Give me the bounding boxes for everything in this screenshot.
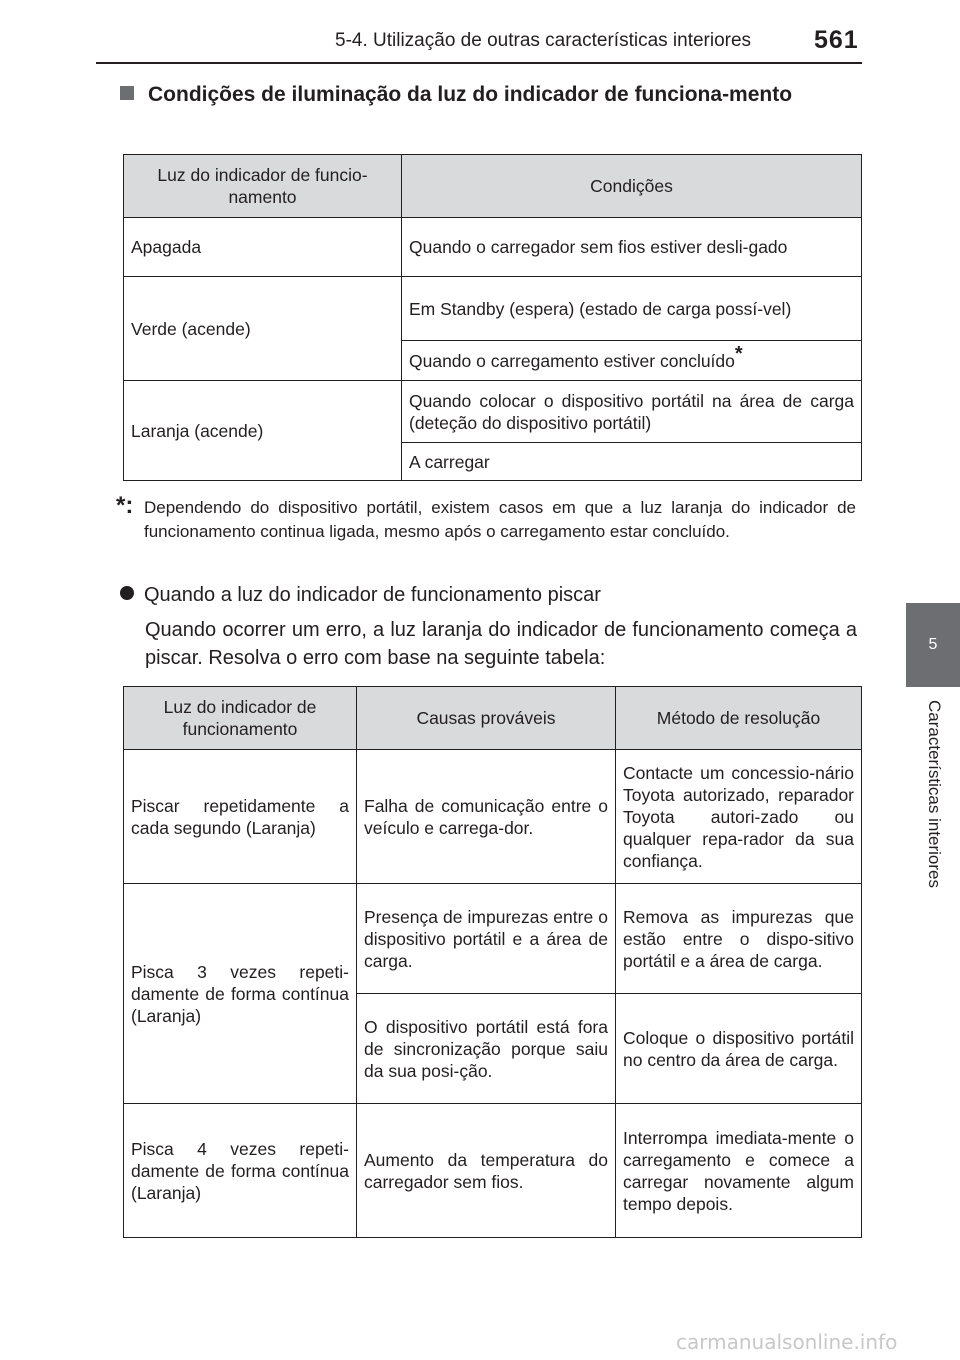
table2-cell-method: Contacte um concessio-nário Toyota autorizado, reparador Toyota autori-zado ou qualquer repa-rador da sua confiança. xyxy=(616,750,862,884)
indicator-light-conditions-table xyxy=(123,154,862,481)
table2-header-light: Luz do indicador de funcionamento xyxy=(124,687,357,750)
bullet-heading xyxy=(120,584,601,607)
table1-cell-condition: Quando colocar o dispositivo portátil na área de carga (deteção do dispositivo portátil) xyxy=(402,381,862,443)
table2-header-causes: Causas prováveis xyxy=(357,687,616,750)
table1-cell-condition-with-note xyxy=(402,341,862,381)
table2-cell-method: Remova as impurezas que estão entre o dispo-sitivo portátil e a área de carga. xyxy=(616,884,862,994)
table2-cell-cause: Falha de comunicação entre o veículo e carrega-dor. xyxy=(357,750,616,884)
round-bullet-icon xyxy=(120,586,134,600)
footnote-marker: * xyxy=(734,342,743,365)
table2-cell-cause: Aumento da temperatura do carregador sem fios. xyxy=(357,1104,616,1238)
table2-cell-method: Interrompa imediata-mente o carregamento e comece a carregar novamente algum tempo depois. xyxy=(616,1104,862,1238)
section-heading-text: Condições de iluminação da luz do indicador de funciona-mento xyxy=(148,83,793,106)
table1-cell-light: Apagada xyxy=(124,218,402,277)
table2-header-method: Método de resolução xyxy=(616,687,862,750)
header-section-title: 5-4. Utilização de outras características interiores xyxy=(335,30,752,51)
table2-cell-cause: O dispositivo portátil está fora de sincronização porque saiu da sua posi-ção. xyxy=(357,994,616,1104)
table2-cell-method: Coloque o dispositivo portátil no centro da área de carga. xyxy=(616,994,862,1104)
footnote-text: Dependendo do dispositivo portátil, existem casos em que a luz laranja do indicador de funcionamento continua ligada, mesmo após o carregamento estar concluído. xyxy=(144,498,856,541)
table1-cell-light: Laranja (acende) xyxy=(124,381,402,481)
section-heading xyxy=(120,78,860,111)
table1-cell-condition: A carregar xyxy=(402,443,862,481)
table2-cell-light: Pisca 4 vezes repeti-damente de forma contínua (Laranja) xyxy=(124,1104,357,1238)
table1-header-light: Luz do indicador de funcio-namento xyxy=(124,155,402,218)
table2-cell-cause: Presença de impurezas entre o dispositivo portátil e a área de carga. xyxy=(357,884,616,994)
watermark: carmanualsonline.info xyxy=(676,1330,898,1354)
header-divider xyxy=(96,62,862,64)
table1-header-conditions: Condições xyxy=(402,155,862,218)
table1-condition-text: Quando o carregamento estiver concluído xyxy=(409,350,735,371)
table1-cell-light: Verde (acende) xyxy=(124,277,402,381)
footnote xyxy=(116,492,856,544)
table2-cell-light: Pisca 3 vezes repeti-damente de forma contínua (Laranja) xyxy=(124,884,357,1104)
table1-cell-condition: Quando o carregador sem fios estiver desli-gado xyxy=(402,218,862,277)
chapter-tab-label: Características interiores xyxy=(925,700,944,889)
square-bullet-icon xyxy=(120,86,134,100)
body-paragraph: Quando ocorrer um erro, a luz laranja do indicador de funcionamento começa a piscar. Resolva o erro com base na seguinte tabela: xyxy=(145,619,857,669)
chapter-tab: 5 xyxy=(906,603,960,687)
page-number: 561 xyxy=(814,26,859,54)
blinking-indicator-troubleshooting-table xyxy=(123,686,862,1238)
footnote-star: *: xyxy=(116,492,134,519)
table2-cell-light: Piscar repetidamente a cada segundo (Laranja) xyxy=(124,750,357,884)
bullet-heading-text: Quando a luz do indicador de funcionamento piscar xyxy=(144,584,601,606)
table1-cell-condition: Em Standby (espera) (estado de carga possí-vel) xyxy=(402,277,862,341)
